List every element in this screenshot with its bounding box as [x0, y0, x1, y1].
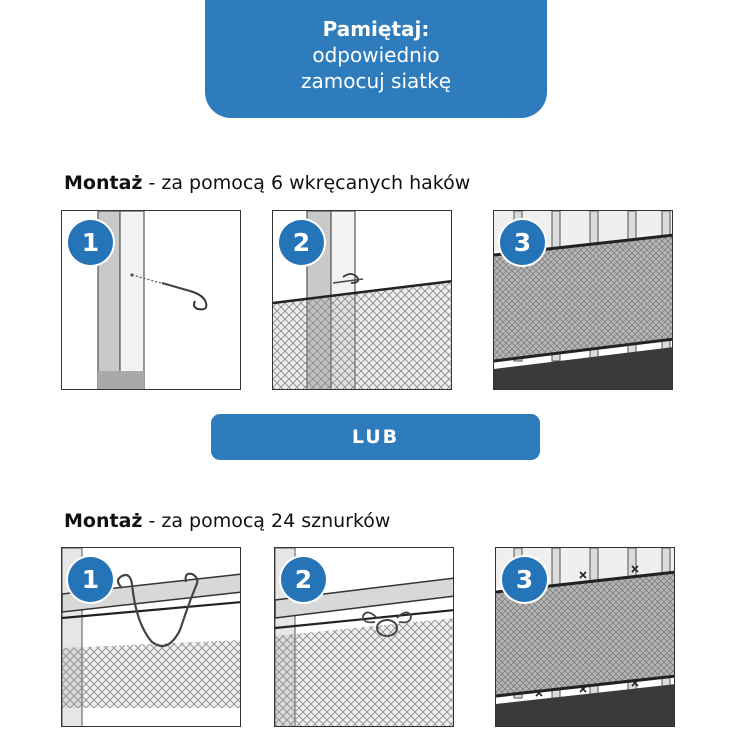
- strings-heading-bold: Montaż: [64, 510, 143, 532]
- strings-step-1-panel: [61, 547, 241, 727]
- strings-step-2-badge: 2: [281, 557, 326, 602]
- or-divider: LUB: [211, 414, 540, 460]
- hooks-step-3-badge: 3: [500, 220, 545, 265]
- reminder-line-2: zamocuj siatkę: [300, 69, 452, 93]
- strings-step-3-panel: [495, 547, 675, 727]
- reminder-title: Pamiętaj:: [322, 17, 430, 41]
- hooks-heading-rest: - za pomocą 6 wkręcanych haków: [142, 172, 471, 194]
- strings-heading-rest: - za pomocą 24 sznurków: [142, 510, 391, 532]
- hooks-heading-bold: Montaż: [64, 172, 143, 194]
- hooks-step-1-panel: [61, 210, 241, 390]
- hooks-section-heading: [64, 172, 470, 194]
- strings-step-2-panel: [274, 547, 454, 727]
- reminder-line-1: odpowiednio: [312, 43, 440, 67]
- hooks-step-3-panel: [493, 210, 673, 390]
- strings-section-heading: [64, 510, 390, 532]
- reminder-banner: [205, 0, 547, 118]
- hooks-step-2-panel: [272, 210, 452, 390]
- strings-step-3-badge: 3: [502, 557, 547, 602]
- hooks-step-2-badge: 2: [279, 220, 324, 265]
- hooks-step-1-badge: 1: [68, 220, 113, 265]
- strings-step-1-badge: 1: [68, 557, 113, 602]
